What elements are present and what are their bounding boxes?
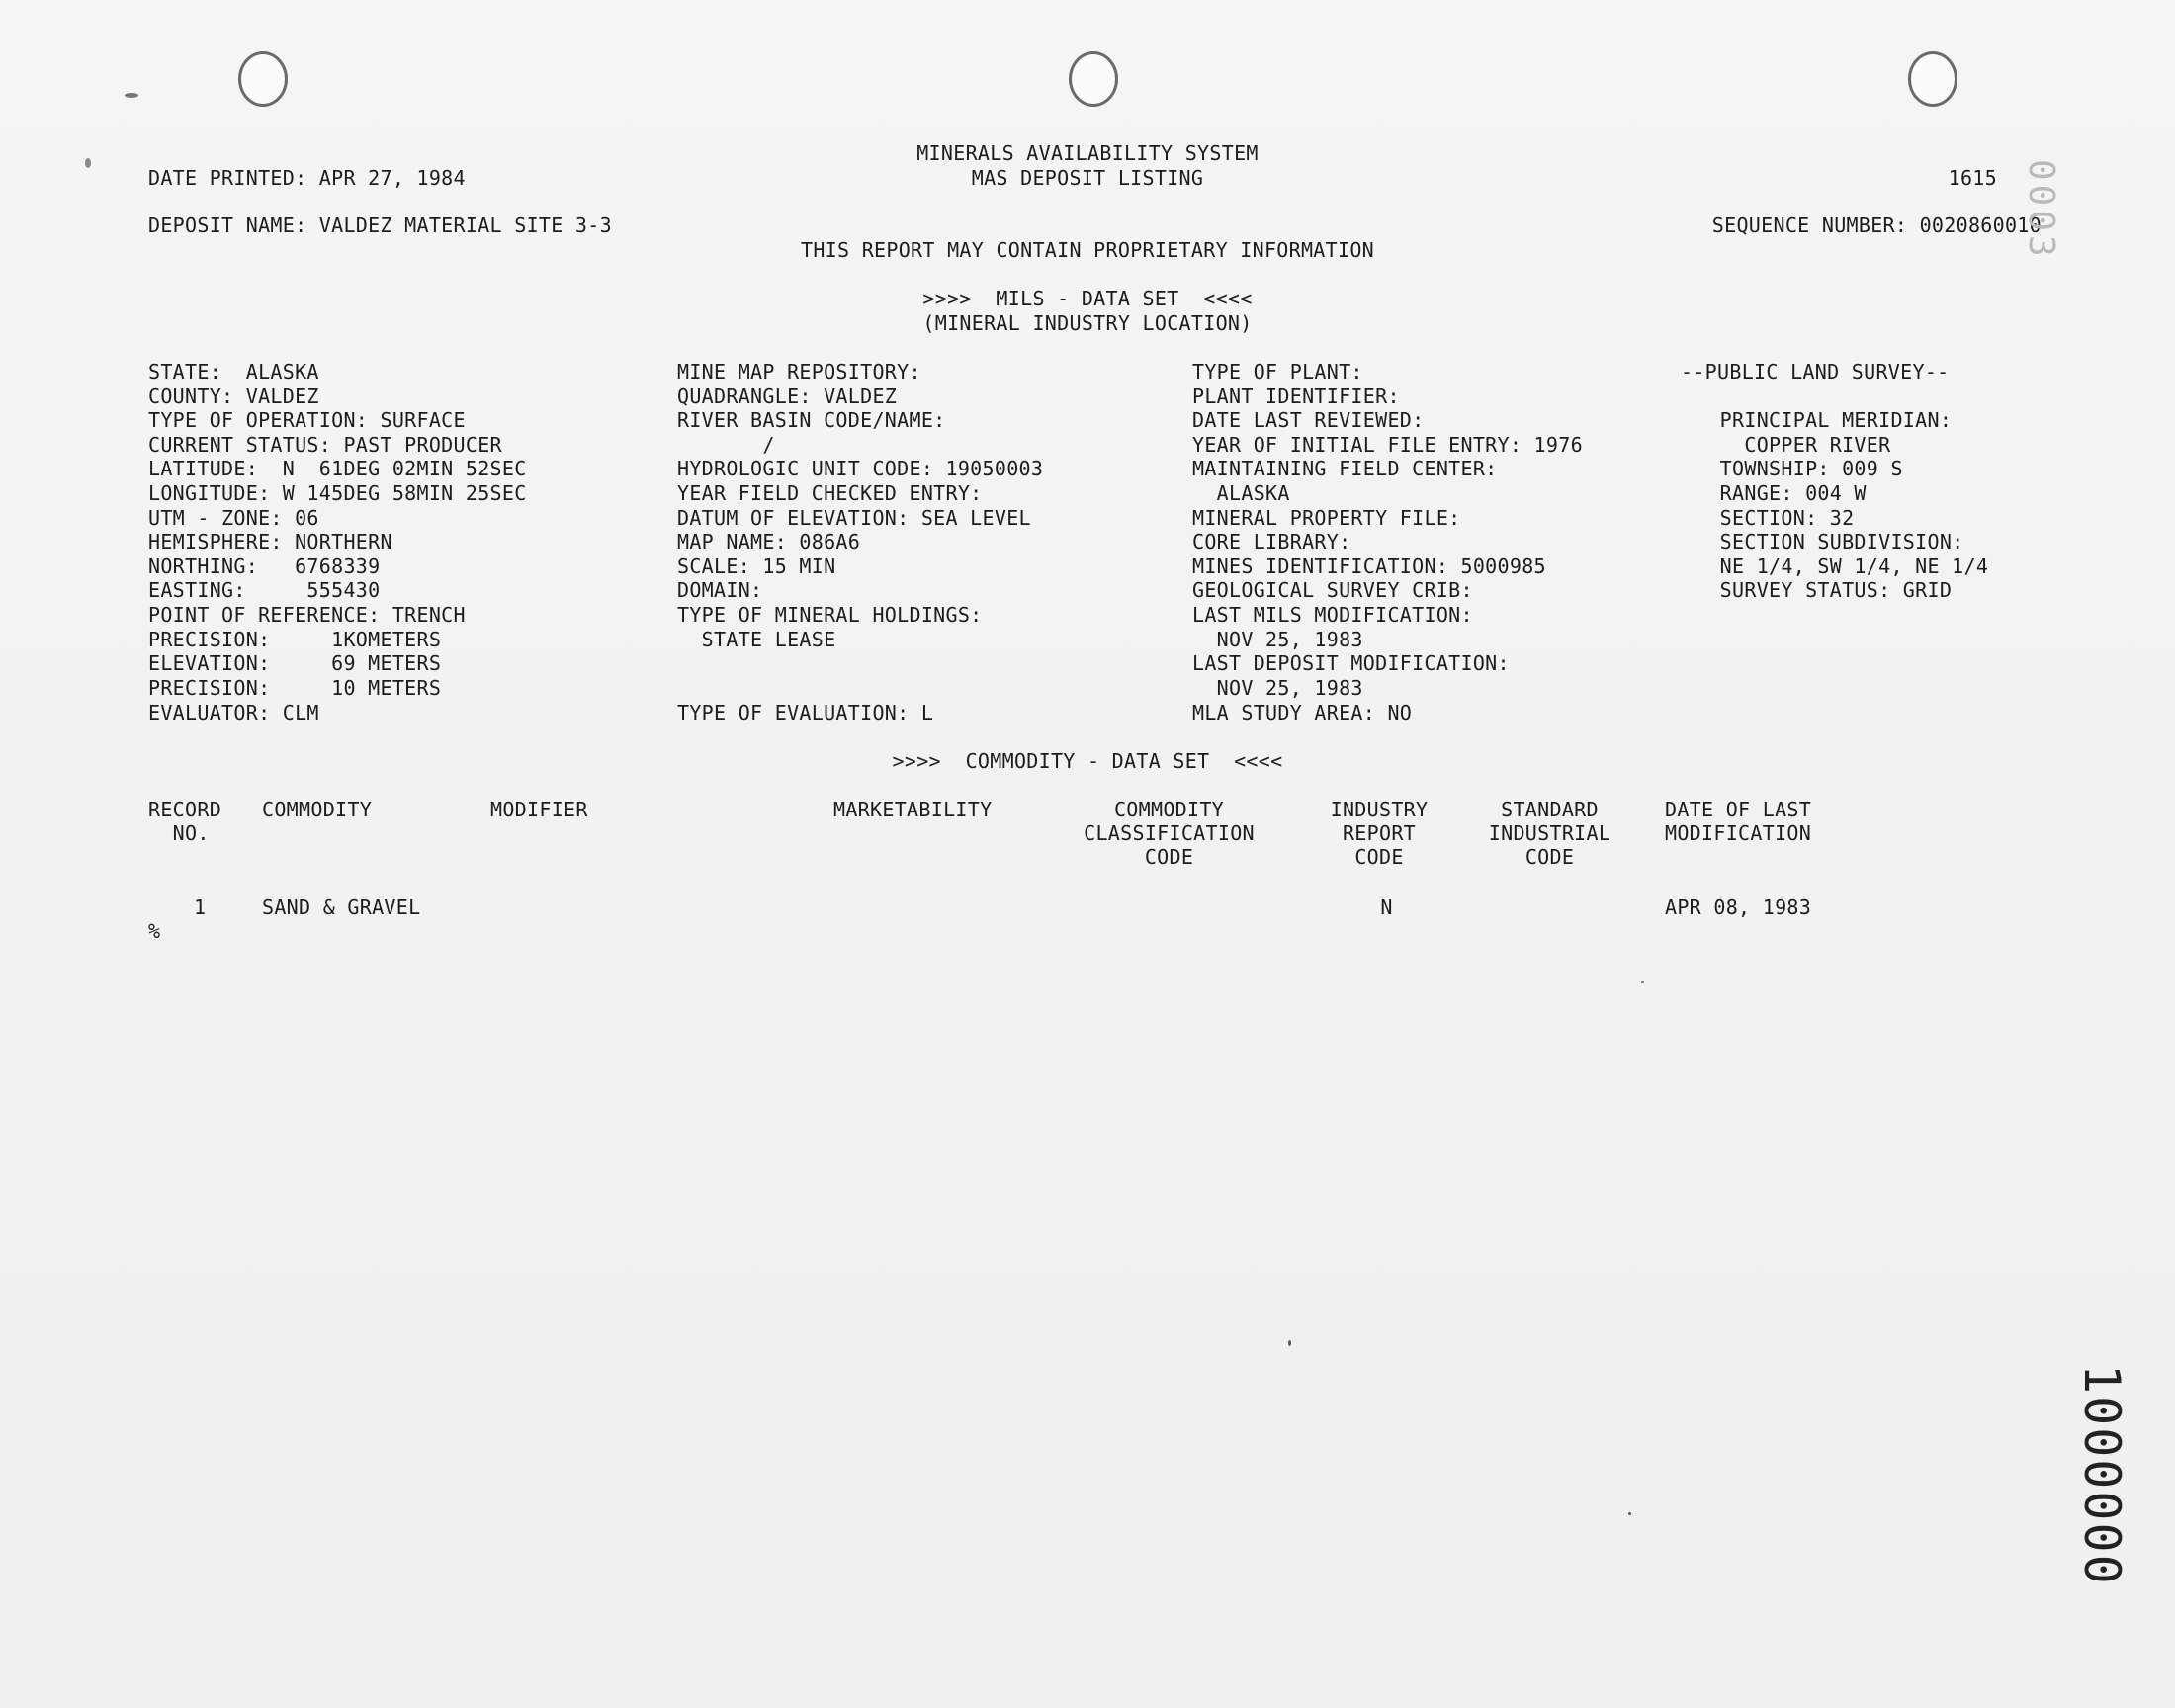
mils-field: YEAR FIELD CHECKED ENTRY:	[677, 481, 983, 505]
mils-field: COUNTY: VALDEZ	[148, 384, 319, 408]
mils-field: QUADRANGLE: VALDEZ	[677, 384, 898, 408]
mils-field: PRECISION: 10 METERS	[148, 676, 442, 700]
survey-field: RANGE: 004 W	[1696, 481, 1867, 505]
speck-mark	[1288, 1340, 1291, 1346]
survey-field: SECTION: 32	[1696, 506, 1855, 530]
col-marketability: MARKETABILITY	[833, 798, 993, 821]
mils-heading: >>>> MILS - DATA SET <<<<	[922, 287, 1253, 310]
mils-field: POINT OF REFERENCE: TRENCH	[148, 603, 466, 627]
mils-field: MINES IDENTIFICATION: 5000985	[1192, 555, 1546, 578]
mils-field: HYDROLOGIC UNIT CODE: 19050003	[677, 457, 1044, 480]
mils-field: LAST DEPOSIT MODIFICATION:	[1192, 651, 1510, 675]
mils-field: STATE: ALASKA	[148, 360, 319, 384]
deposit-name: DEPOSIT NAME: VALDEZ MATERIAL SITE 3-3	[148, 214, 612, 237]
mils-field: SCALE: 15 MIN	[677, 555, 836, 578]
col-record-no: RECORD NO.	[148, 798, 222, 845]
speck-mark	[125, 93, 138, 98]
punch-hole-center	[1069, 51, 1118, 107]
mils-field: DATE LAST REVIEWED:	[1192, 408, 1425, 432]
col-commodity: COMMODITY	[262, 798, 373, 821]
mils-field: LONGITUDE: W 145DEG 58MIN 25SEC	[148, 481, 527, 505]
mils-field: ELEVATION: 69 METERS	[148, 651, 442, 675]
mils-field: TYPE OF EVALUATION: L	[677, 701, 934, 725]
proprietary-notice: THIS REPORT MAY CONTAIN PROPRIETARY INFORMATION	[800, 238, 1375, 262]
punch-hole-right	[1908, 51, 1958, 107]
mils-field: CORE LIBRARY:	[1192, 530, 1351, 554]
mils-field: YEAR OF INITIAL FILE ENTRY: 1976	[1192, 433, 1583, 457]
mils-field: PLANT IDENTIFIER:	[1192, 384, 1400, 408]
mils-field: TYPE OF PLANT:	[1192, 360, 1363, 384]
mils-field: NORTHING: 6768339	[148, 555, 381, 578]
mils-field: LAST MILS MODIFICATION:	[1192, 603, 1473, 627]
survey-field: SECTION SUBDIVISION:	[1696, 530, 1964, 554]
system-title: MINERALS AVAILABILITY SYSTEM	[916, 141, 1259, 165]
mils-field: GEOLOGICAL SURVEY CRIB:	[1192, 578, 1473, 602]
survey-field: NE 1/4, SW 1/4, NE 1/4	[1696, 555, 1989, 578]
survey-field: COPPER RIVER	[1696, 433, 1891, 457]
mils-field: HEMISPHERE: NORTHERN	[148, 530, 392, 554]
mils-field: PRECISION: 1KOMETERS	[148, 628, 442, 651]
mils-field: ALASKA	[1192, 481, 1290, 505]
listing-title: MAS DEPOSIT LISTING	[971, 166, 1204, 190]
speck-mark	[1628, 1512, 1631, 1515]
row-commodity: SAND & GRAVEL	[262, 896, 421, 919]
col-modifier: MODIFIER	[490, 798, 588, 821]
col-industry-report-code: INDUSTRY REPORT CODE	[1330, 798, 1429, 869]
survey-field: TOWNSHIP: 009 S	[1696, 457, 1903, 480]
mils-field: MINE MAP REPOSITORY:	[677, 360, 921, 384]
mils-field: DATUM OF ELEVATION: SEA LEVEL	[677, 506, 1031, 530]
mils-field: TYPE OF MINERAL HOLDINGS:	[677, 603, 983, 627]
date-printed: DATE PRINTED: APR 27, 1984	[148, 166, 466, 190]
sequence-number: SEQUENCE NUMBER: 0020860010	[1711, 214, 2042, 237]
speck-mark	[85, 158, 91, 168]
row-industry-code: N	[1380, 896, 1393, 919]
mils-field: EASTING: 555430	[148, 578, 381, 602]
mils-field: LATITUDE: N 61DEG 02MIN 52SEC	[148, 457, 527, 480]
row-record-no: 1	[194, 896, 207, 919]
side-stamp-bottom: 1000000	[2073, 1364, 2131, 1586]
mils-field: MAP NAME: 086A6	[677, 530, 861, 554]
mils-field: NOV 25, 1983	[1192, 676, 1363, 700]
mils-field: TYPE OF OPERATION: SURFACE	[148, 408, 466, 432]
mils-field: UTM - ZONE: 06	[148, 506, 319, 530]
side-stamp-top: 0003	[2021, 159, 2061, 261]
survey-heading: --PUBLIC LAND SURVEY--	[1681, 360, 1950, 384]
survey-field: SURVEY STATUS: GRID	[1696, 578, 1953, 602]
speck-mark	[1641, 981, 1644, 983]
survey-field: PRINCIPAL MERIDIAN:	[1696, 408, 1953, 432]
footer-mark: %	[148, 919, 161, 943]
col-date-modification: DATE OF LAST MODIFICATION	[1665, 798, 1812, 845]
mils-field: MINERAL PROPERTY FILE:	[1192, 506, 1461, 530]
mils-field: DOMAIN:	[677, 578, 763, 602]
mils-field: /	[677, 433, 775, 457]
page-number: 1615	[1948, 166, 1997, 190]
row-date: APR 08, 1983	[1665, 896, 1812, 919]
col-classification-code: COMMODITY CLASSIFICATION CODE	[1084, 798, 1255, 869]
mils-field: CURRENT STATUS: PAST PRODUCER	[148, 433, 502, 457]
mils-field: EVALUATOR: CLM	[148, 701, 319, 725]
mils-field: NOV 25, 1983	[1192, 628, 1363, 651]
mils-field: MLA STUDY AREA: NO	[1192, 701, 1413, 725]
punch-hole-left	[238, 51, 288, 107]
mils-field: RIVER BASIN CODE/NAME:	[677, 408, 946, 432]
mils-field: MAINTAINING FIELD CENTER:	[1192, 457, 1498, 480]
commodity-heading: >>>> COMMODITY - DATA SET <<<<	[892, 749, 1283, 773]
mils-field: STATE LEASE	[677, 628, 836, 651]
col-sic-code: STANDARD INDUSTRIAL CODE	[1488, 798, 1611, 869]
mils-subheading: (MINERAL INDUSTRY LOCATION)	[922, 311, 1253, 335]
